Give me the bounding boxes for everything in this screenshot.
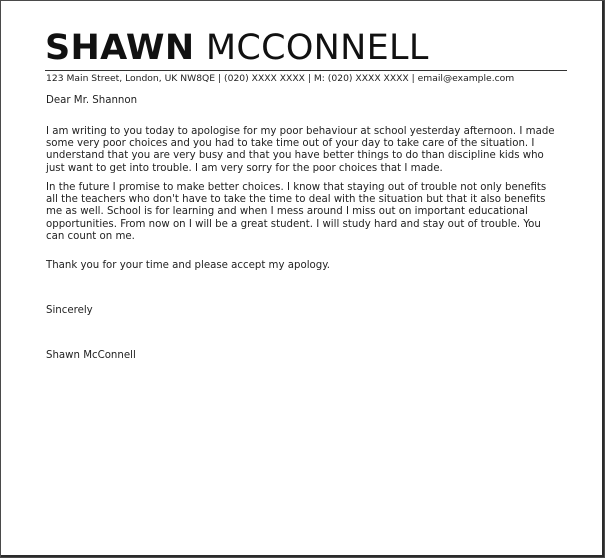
salutation: Dear Mr. Shannon	[46, 95, 138, 106]
paragraph-1: I am writing to you today to apologise for my poor behaviour at school yesterday afternoon. I made some very poor choices and you had to take time out of your day to take care of the situation. I understand that you are very busy and that you have better things to do than discipline kids who just want to get into trouble. I am very sorry for the poor choices that I made.	[46, 126, 555, 174]
sender-first-name: SHAWN	[45, 28, 195, 68]
contact-line: 123 Main Street, London, UK NW8QE | (020) XXXX XXXX | M: (020) XXXX XXXX | email@example.com	[46, 73, 515, 84]
paragraph-2: In the future I promise to make better choices. I know that staying out of trouble not only benefits all the teachers who don't have to take the time to deal with the situation but that it also benefits me as well. School is for learning and when I mess around I miss out on important educational opportunities. From now on I will be a great student. I will study hard and stay out of trouble. You can count on me.	[46, 182, 547, 242]
header-divider	[45, 70, 567, 71]
page-shadow-right	[602, 1, 604, 557]
page-shadow-bottom	[1, 555, 604, 557]
paragraph-3: Thank you for your time and please accept my apology.	[46, 260, 331, 271]
closing: Sincerely	[46, 305, 93, 316]
sender-last-name: MCCONNELL	[205, 28, 429, 68]
sender-name	[45, 28, 565, 68]
letter-header	[45, 28, 565, 68]
signature: Shawn McConnell	[46, 350, 136, 361]
